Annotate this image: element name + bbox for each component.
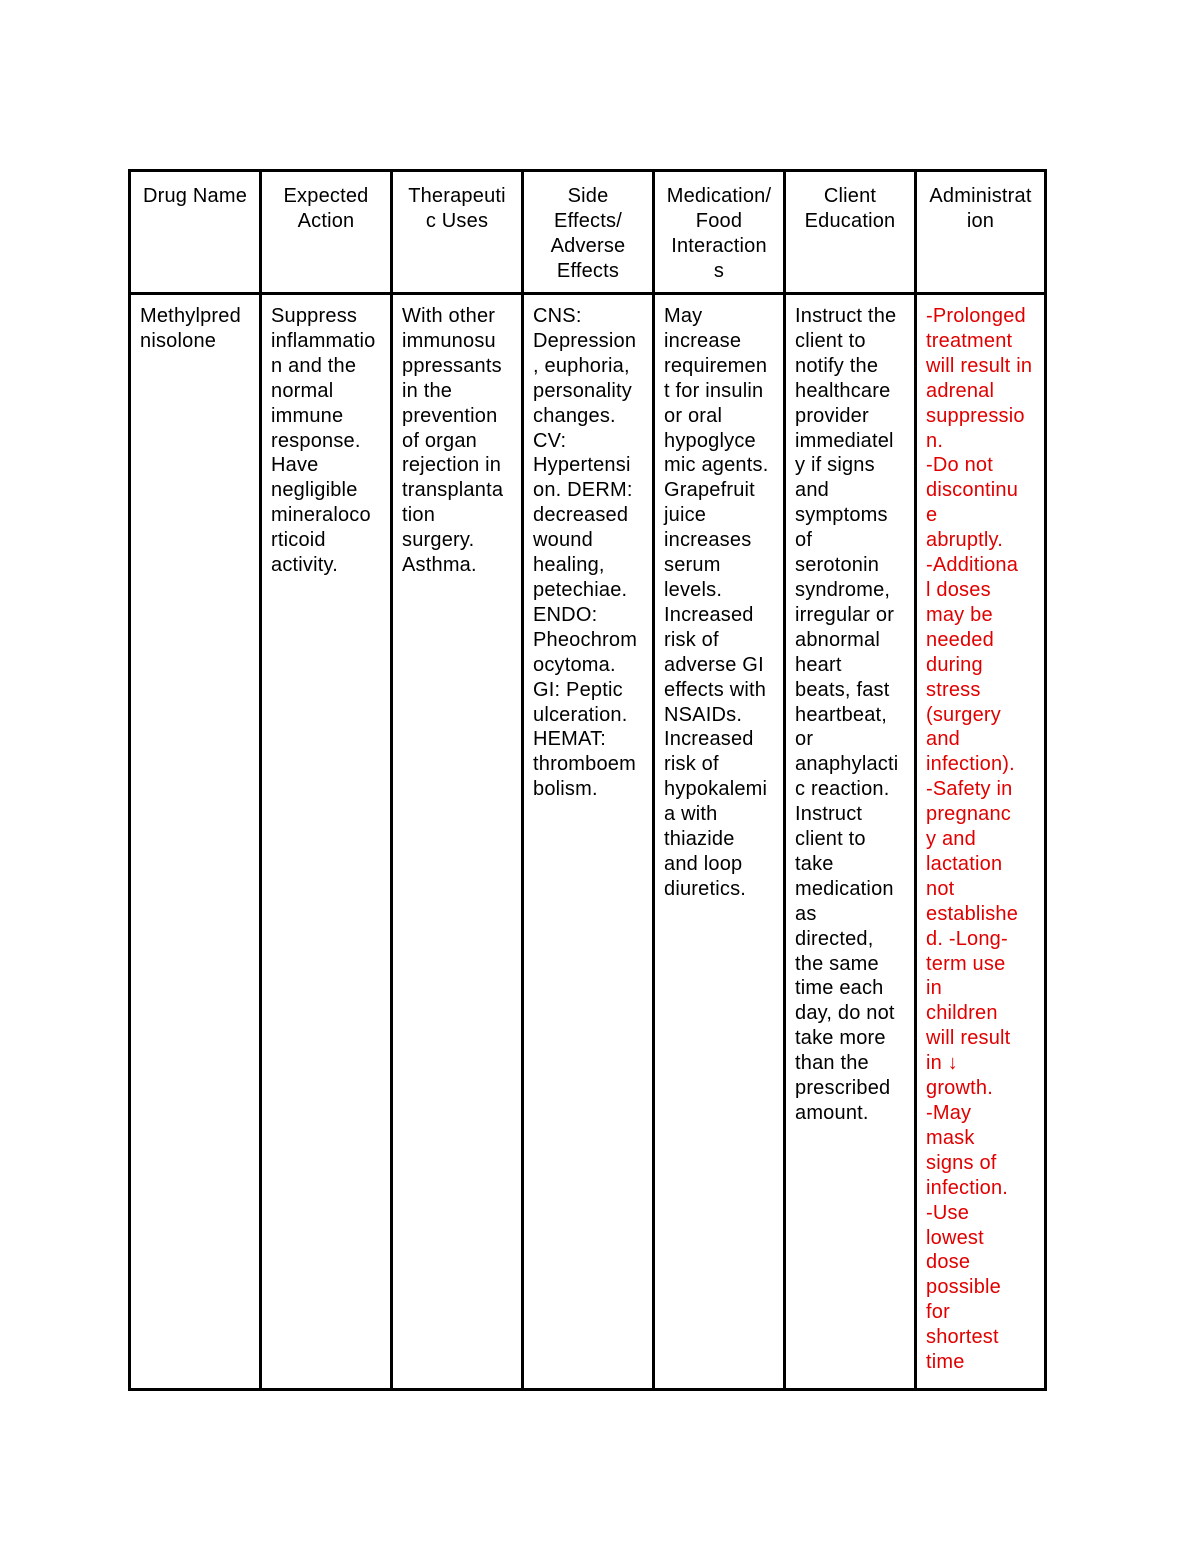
cell-line: increases [664,529,752,552]
cell-line: e [926,504,938,527]
cell-line: the same [795,952,879,975]
column-divider [783,172,786,1388]
cell-line: lactation [926,852,1003,875]
cell-line: -Use [926,1201,970,1224]
cell-line: as [795,902,817,925]
cell-line: directed, [795,927,874,950]
cell-line: requiremen [664,354,768,377]
cell-line: heartbeat, [795,703,888,726]
header-administration [917,184,1044,234]
cell-line: lowest [926,1226,984,1249]
cell-line: -Do not [926,454,993,477]
header-therapeutic-uses [393,184,521,234]
cell-line: l doses [926,578,991,601]
cell-line: Grapefruit [664,479,755,502]
cell-line: infection. [926,1176,1009,1199]
header-client-education [786,184,914,234]
cell-line: anaphylacti [795,753,899,776]
cell-line: amount. [795,1102,869,1124]
cell-line: beats, fast [795,678,890,701]
header-line: Expected [283,185,369,207]
cell-line: a with [664,803,718,826]
cell-line: transplanta [402,479,504,502]
cell-line: Methylpred [140,305,241,327]
cell-line: rticoid [271,529,326,552]
cell-line: risk of [664,753,719,776]
cell-line: than the [795,1052,869,1075]
cell-administration [926,304,1044,1375]
cell-line: Asthma. [402,554,477,577]
cell-line: in ↓ [926,1052,958,1075]
cell-line: ulceration. [533,703,628,726]
cell-line: hypoglyce [664,429,756,452]
cell-drug-name [140,304,258,354]
header-line: s [713,259,725,282]
cell-line: Hypertensi [533,454,631,477]
cell-line: Increased [664,728,754,751]
cell-line: petechiae. [533,578,628,601]
header-drug-name [131,184,259,209]
header-line: Client [823,185,877,207]
cell-line: and [795,479,829,502]
header-side-effects [524,184,652,284]
cell-line: n. [926,429,944,452]
cell-line: nisolone [140,329,217,352]
cell-line: bolism. [533,778,598,801]
cell-line: children [926,1002,998,1025]
cell-line: possible [926,1276,1001,1299]
cell-line: With other [402,305,496,327]
cell-line: adverse GI [664,653,764,676]
column-divider [652,172,655,1388]
cell-line: on. DERM: [533,479,633,502]
cell-line: medication [795,877,894,900]
cell-line: Instruct [795,803,863,826]
header-line: Interaction [671,234,767,257]
header-line: Effects/ [554,209,622,232]
header-line: Adverse [550,234,626,257]
drug-table [128,169,1047,1391]
header-line: c Uses [425,209,489,232]
cell-line: d. -Long- [926,927,1008,950]
column-divider [259,172,262,1388]
header-line: Medication/ [666,185,772,207]
cell-line: provider [795,404,869,427]
cell-therapeutic-uses [402,304,520,578]
cell-line: Instruct the [795,305,897,327]
cell-line: CV: [533,429,567,452]
cell-line: for [926,1301,950,1324]
cell-line: diuretics. [664,877,747,900]
cell-line: y and [926,828,976,851]
cell-line: changes. [533,404,616,427]
cell-line: will result [926,1027,1011,1050]
cell-line: shortest [926,1326,999,1349]
cell-line: n and the [271,354,357,377]
cell-line: heart [795,653,842,676]
cell-line: Increased [664,603,754,626]
cell-line: and [926,728,960,751]
cell-line: healthcare [795,379,891,402]
header-line: Effects [556,259,620,282]
header-line: Therapeuti [408,185,506,207]
cell-line: c reaction. [795,778,890,801]
cell-line: and loop [664,852,743,875]
cell-line: or [795,728,814,751]
cell-line: suppressio [926,404,1025,427]
cell-line: y if signs [795,454,875,477]
cell-line: treatment [926,329,1013,352]
column-divider [521,172,524,1388]
cell-line: -Prolonged [926,305,1026,327]
cell-line: GI: Peptic [533,678,623,701]
cell-line: rejection in [402,454,502,477]
cell-line: (surgery [926,703,1001,726]
cell-line: establishe [926,902,1019,925]
cell-line: activity. [271,554,338,577]
cell-line: during [926,653,983,676]
cell-line: serotonin [795,554,880,577]
cell-line: signs of [926,1151,997,1174]
cell-line: Pheochrom [533,628,638,651]
cell-line: juice [664,504,707,527]
cell-line: HEMAT: [533,728,607,751]
cell-line: Have [271,454,319,477]
cell-line: ENDO: [533,603,598,626]
cell-line: take [795,852,834,875]
cell-line: immunosu [402,329,496,352]
cell-line: not [926,877,955,900]
header-line: Administrat [929,185,1032,207]
header-line: Side [567,185,609,207]
cell-line: thiazide [664,828,735,851]
cell-line: client to [795,828,866,851]
cell-line: adrenal [926,379,995,402]
cell-line: Suppress [271,305,358,327]
cell-line: day, do not [795,1002,895,1025]
cell-line: serum [664,554,721,577]
header-divider [131,292,1044,295]
header-line: Education [804,209,896,232]
cell-line: risk of [664,628,719,651]
cell-line: NSAIDs. [664,703,743,726]
cell-line: immediatel [795,429,894,452]
cell-line: in the [402,379,453,402]
cell-line: pregnanc [926,803,1011,826]
cell-line: personality [533,379,632,402]
cell-line: surgery. [402,529,475,552]
cell-line: increase [664,329,742,352]
cell-line: effects with [664,678,767,701]
cell-line: client to [795,329,866,352]
cell-line: dose [926,1251,971,1274]
cell-line: abnormal [795,628,880,651]
cell-line: CNS: [533,305,582,327]
cell-line: response. [271,429,361,452]
cell-line: time each [795,977,884,1000]
header-line: Action [297,209,355,232]
cell-line: irregular or [795,603,895,626]
cell-line: -Safety in [926,778,1013,801]
cell-line: growth. [926,1077,993,1100]
cell-line: mask [926,1126,975,1149]
cell-line: t for insulin [664,379,764,402]
cell-line: abruptly. [926,529,1004,552]
cell-line: will result in [926,354,1033,377]
cell-line: term use [926,952,1006,975]
cell-line: hypokalemi [664,778,768,801]
cell-interactions [664,304,782,902]
cell-line: ppressants [402,354,502,377]
cell-line: in [926,977,942,1000]
cell-line: take more [795,1027,886,1050]
header-interactions [655,184,783,284]
cell-line: decreased [533,504,629,527]
column-divider [914,172,917,1388]
cell-line: wound [533,529,593,552]
cell-line: infection). [926,753,1015,776]
cell-line: tion [402,504,436,527]
cell-line: negligible [271,479,358,502]
cell-line: healing, [533,554,605,577]
cell-line: or oral [664,404,723,427]
cell-line: thromboem [533,753,636,776]
cell-line: Depression [533,329,637,352]
header-line: Drug Name [142,185,248,207]
cell-line: prevention [402,404,498,427]
cell-line: levels. [664,578,723,601]
cell-line: of organ [402,429,477,452]
cell-client-education [795,304,913,1126]
cell-line: discontinu [926,479,1019,502]
cell-side-effects [533,304,651,802]
cell-expected-action [271,304,389,578]
header-expected-action [262,184,390,234]
cell-line: syndrome, [795,578,891,601]
cell-line: mineraloco [271,504,371,527]
cell-line: stress [926,678,981,701]
cell-line: -Additiona [926,554,1019,577]
cell-line: inflammatio [271,329,376,352]
cell-line: immune [271,404,344,427]
cell-line: of [795,529,813,552]
cell-line: , euphoria, [533,354,630,377]
cell-line: May [664,305,703,327]
cell-line: time [926,1351,965,1374]
cell-line: prescribed [795,1077,891,1100]
cell-line: -May [926,1102,972,1124]
column-divider [390,172,393,1388]
cell-line: notify the [795,354,879,377]
header-line: Food [695,209,743,232]
header-line: ion [966,209,995,232]
cell-line: mic agents. [664,454,769,477]
cell-line: symptoms [795,504,888,527]
cell-line: may be [926,603,993,626]
cell-line: needed [926,628,994,651]
cell-line: normal [271,379,334,402]
cell-line: ocytoma. [533,653,616,676]
